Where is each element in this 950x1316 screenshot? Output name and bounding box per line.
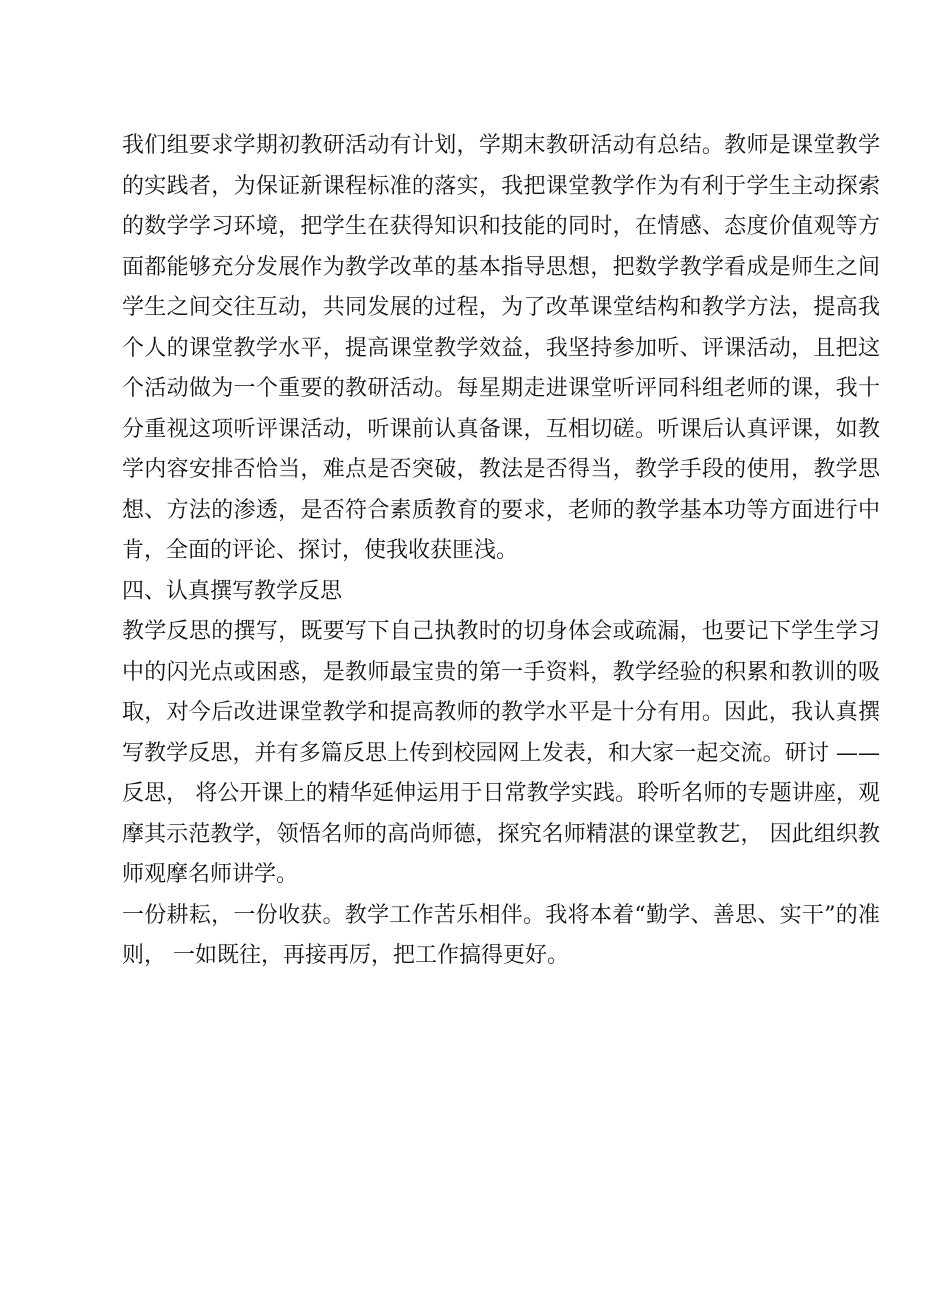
paragraph-conclusion: 一份耕耘，一份收获。教学工作苦乐相伴。我将本着“勤学、善思、实干”的准则， 一如既往，再接再厉，把工作搞得更好。 [122,902,880,968]
document-body [122,126,880,977]
section-heading-reflection: 四、认真撰写教学反思 [122,578,343,604]
paragraph-teaching-reflection: 教学反思的撰写，既要写下自己执教时的切身体会或疏漏，也要记下学生学习中的闪光点或困惑，是教师最宝贵的第一手资料，教学经验的积累和教训的吸取，对今后改进课堂教学和提高教师的教学水平是十分有用。因此，我认真撰写教学反思，并有多篇反思上传到校园网上发表，和大家一起交流。研讨 ——反思， 将公开课上的精华延伸运用于日常教学实践。聆听名师的专题讲座，观摩其示范教学，领悟名师的高尚师德，探究名师精湛的课堂教艺， 因此组织教师观摩名师讲学。 [122,619,880,887]
paragraph-teaching-research: 我们组要求学期初教研活动有计划，学期末教研活动有总结。教师是课堂教学的实践者，为保证新课程标准的落实，我把课堂教学作为有利于学生主动探索的数学学习环境，把学生在获得知识和技能的同时，在情感、态度价值观等方面都能够充分发展作为教学改革的基本指导思想，把数学教学看成是师生之间学生之间交往互动，共同发展的过程，为了改革课堂结构和教学方法，提高我个人的课堂教学水平，提高课堂教学效益，我坚持参加听、评课活动，且把这个活动做为一个重要的教研活动。每星期走进课堂听评同科组老师的课，我十分重视这项听评课活动，听课前认真备课，互相切磋。听课后认真评课，如教学内容安排否恰当，难点是否突破，教法是否得当，教学手段的使用，教学思想、方法的渗透，是否符合素质教育的要求，老师的教学基本功等方面进行中肯，全面的评论、探讨，使我收获匪浅。 [122,133,880,563]
